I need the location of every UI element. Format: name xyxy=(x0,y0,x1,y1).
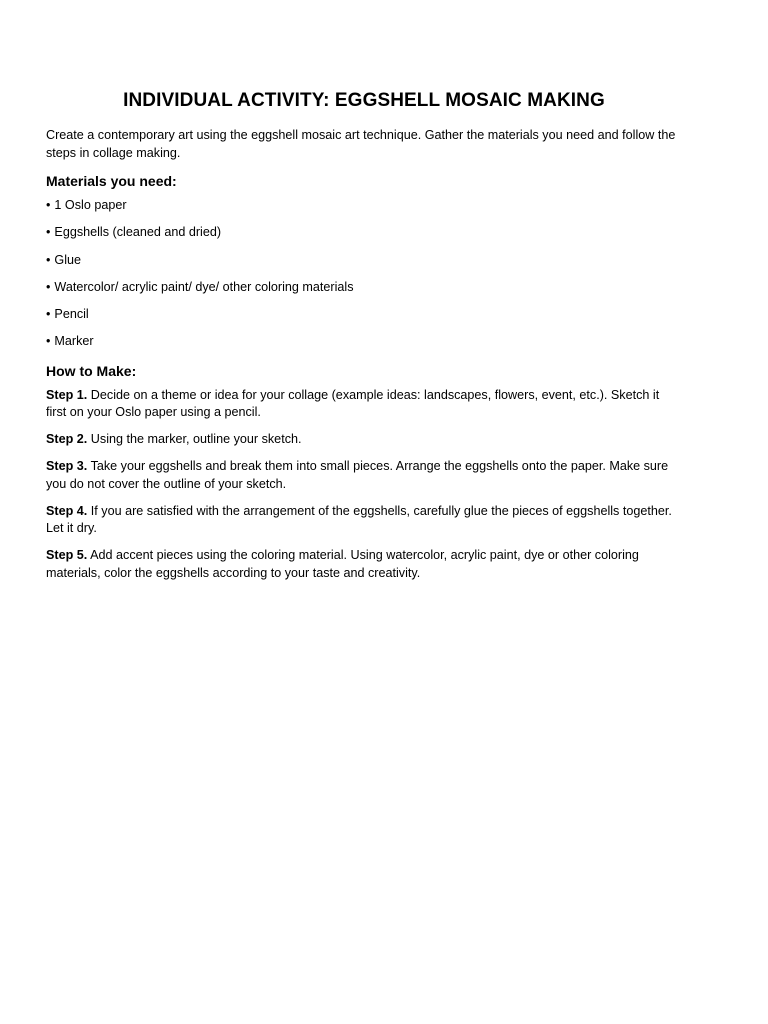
step-item xyxy=(46,431,682,449)
materials-heading: Materials you need: xyxy=(46,173,177,189)
bullet-icon: • xyxy=(46,225,51,240)
step-label: Step 4. xyxy=(46,503,88,518)
list-item xyxy=(46,279,682,297)
list-item xyxy=(46,197,682,215)
list-item xyxy=(46,252,682,270)
intro-paragraph: Create a contemporary art using the eggshell mosaic art technique. Gather the materials you need and follow the steps in collage making. xyxy=(46,128,676,160)
step-text: If you are satisfied with the arrangement of the eggshells, carefully glue the pieces of eggshells together. Let it dry. xyxy=(46,503,672,536)
material-text: Watercolor/ acrylic paint/ dye/ other coloring materials xyxy=(54,279,354,294)
list-item xyxy=(46,306,682,324)
material-text: 1 Oslo paper xyxy=(54,198,127,212)
material-text: Eggshells (cleaned and dried) xyxy=(54,225,222,240)
bullet-icon: • xyxy=(46,279,51,294)
bullet-icon: • xyxy=(46,198,51,212)
step-text: Take your eggshells and break them into small pieces. Arrange the eggshells onto the paper. Make sure you do not cover the outline of your sketch. xyxy=(46,459,669,491)
material-text: Glue xyxy=(54,252,82,267)
page-title: INDIVIDUAL ACTIVITY: EGGSHELL MOSAIC MAKING xyxy=(123,90,605,111)
list-item xyxy=(46,224,682,242)
bullet-icon: • xyxy=(46,334,51,349)
step-label: Step 5. xyxy=(46,548,88,563)
step-label: Step 1. xyxy=(46,387,88,402)
material-text: Pencil xyxy=(54,307,89,322)
step-item xyxy=(46,547,682,582)
bullet-icon: • xyxy=(46,307,51,322)
step-label: Step 2. xyxy=(46,432,88,447)
how-to-heading: How to Make: xyxy=(46,362,137,379)
step-text: Decide on a theme or idea for your collage (example ideas: landscapes, flowers, event, etc.). Sketch it first on your Oslo paper using a pencil. xyxy=(46,387,660,420)
materials-list xyxy=(46,197,682,351)
list-item xyxy=(46,333,682,351)
step-text: Add accent pieces using the coloring material. Using watercolor, acrylic paint, dye or other coloring materials, color the eggshells according to your taste and creativity. xyxy=(46,548,639,580)
bullet-icon: • xyxy=(46,252,51,267)
step-item xyxy=(46,387,682,422)
step-text: Using the marker, outline your sketch. xyxy=(90,432,302,447)
material-text: Marker xyxy=(54,334,94,349)
steps-list xyxy=(46,387,682,583)
step-item xyxy=(46,458,682,493)
step-item xyxy=(46,503,682,538)
document-page xyxy=(46,88,682,592)
step-label: Step 3. xyxy=(46,459,88,474)
